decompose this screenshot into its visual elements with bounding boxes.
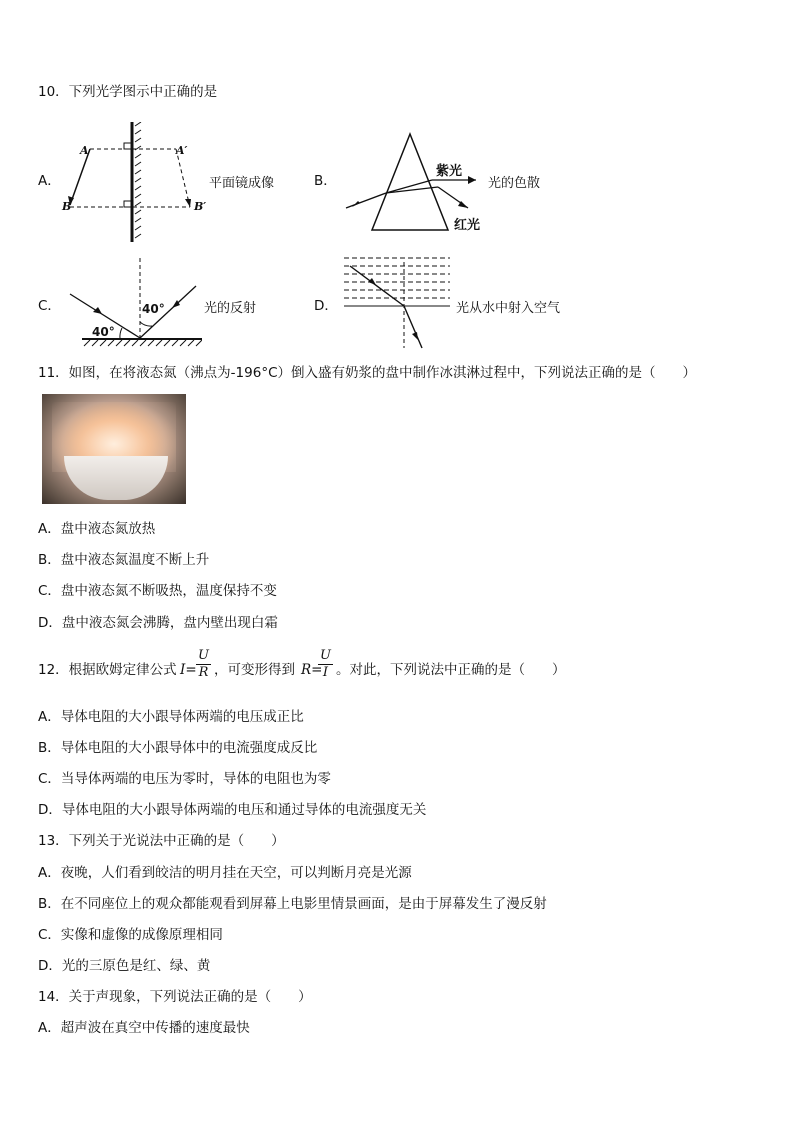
- liquid-nitrogen-ice-cream-photo: [42, 394, 186, 504]
- q12-formula1-lhs: I=: [180, 662, 197, 678]
- q11-option-b: B．盘中液态氮温度不断上升: [38, 552, 210, 568]
- red-light-label: 红光: [454, 218, 481, 233]
- violet-light-label: 紫光: [436, 164, 463, 179]
- q13-option-c: C．实像和虚像的成像原理相同: [38, 927, 223, 943]
- point-b-prime: B′: [194, 200, 207, 213]
- reflection-diagram: [62, 258, 202, 350]
- q11-option-a: A．盘中液态氮放热: [38, 521, 156, 537]
- q11-stem: 11．如图，在将液态氮（沸点为-196°C）倒入盛有奶浆的盘中制作冰淇淋过程中，下列说法正确的是（ ）: [38, 365, 696, 381]
- point-b: B: [62, 200, 72, 213]
- q12-formula2-lhs: R=: [301, 662, 323, 678]
- point-a: A: [80, 144, 89, 157]
- q12-option-a: A．导体电阻的大小跟导体两端的电压成正比: [38, 709, 304, 725]
- q11-option-d: D．盘中液态氮会沸腾，盘内壁出现白霜: [38, 615, 278, 631]
- point-a-prime: A′: [176, 144, 188, 157]
- q13-option-d: D．光的三原色是红、绿、黄: [38, 958, 211, 974]
- q10-option-c-letter: C．: [38, 298, 61, 314]
- q10-stem: 10．下列光学图示中正确的是: [38, 84, 218, 100]
- q10-option-d-caption: 光从水中射入空气: [456, 301, 561, 316]
- q14-option-a: A．超声波在真空中传播的速度最快: [38, 1020, 250, 1036]
- q10-option-c-caption: 光的反射: [204, 301, 257, 316]
- q14-stem: 14．关于声现象，下列说法正确的是（ ）: [38, 989, 312, 1005]
- q12-formula1-den: R: [198, 665, 209, 680]
- q12-formula2-den: I: [322, 665, 329, 680]
- q13-option-b: B．在不同座位上的观众都能观看到屏幕上电影里情景画面，是由于屏幕发生了漫反射: [38, 896, 547, 912]
- q10-option-a-letter: A．: [38, 173, 61, 189]
- q12-stem-post: 。对此，下列说法中正确的是（ ）: [336, 662, 566, 678]
- q10-option-b-letter: B．: [314, 173, 337, 189]
- q12-option-d: D．导体电阻的大小跟导体两端的电压和通过导体的电流强度无关: [38, 802, 427, 818]
- q10-option-b-caption: 光的色散: [488, 176, 541, 191]
- q13-option-a: A．夜晚，人们看到皎洁的明月挂在天空，可以判断月亮是光源: [38, 865, 412, 881]
- q12-stem-mid: ，可变形得到: [214, 662, 295, 678]
- q12-formula2-num: U: [320, 648, 331, 663]
- q12-formula1-fraction: [196, 648, 211, 681]
- refraction-water-air-diagram: [340, 254, 456, 350]
- q12-option-c: C．当导体两端的电压为零时，导体的电阻也为零: [38, 771, 331, 787]
- angle-incidence-label: 40°: [92, 325, 115, 339]
- q12-formula1-num: U: [198, 648, 209, 663]
- q12-option-b: B．导体电阻的大小跟导体中的电流强度成反比: [38, 740, 318, 756]
- q11-option-c: C．盘中液态氮不断吸热，温度保持不变: [38, 583, 277, 599]
- q10-option-a-caption: 平面镜成像: [209, 176, 275, 191]
- q12-stem-pre: 12．根据欧姆定律公式: [38, 662, 177, 678]
- q12-formula2-fraction: [318, 648, 333, 681]
- q13-stem: 13．下列关于光说法中正确的是（ ）: [38, 833, 285, 849]
- q10-option-d-letter: D．: [314, 298, 338, 314]
- plane-mirror-diagram: [58, 122, 218, 244]
- angle-reflection-label: 40°: [142, 302, 165, 316]
